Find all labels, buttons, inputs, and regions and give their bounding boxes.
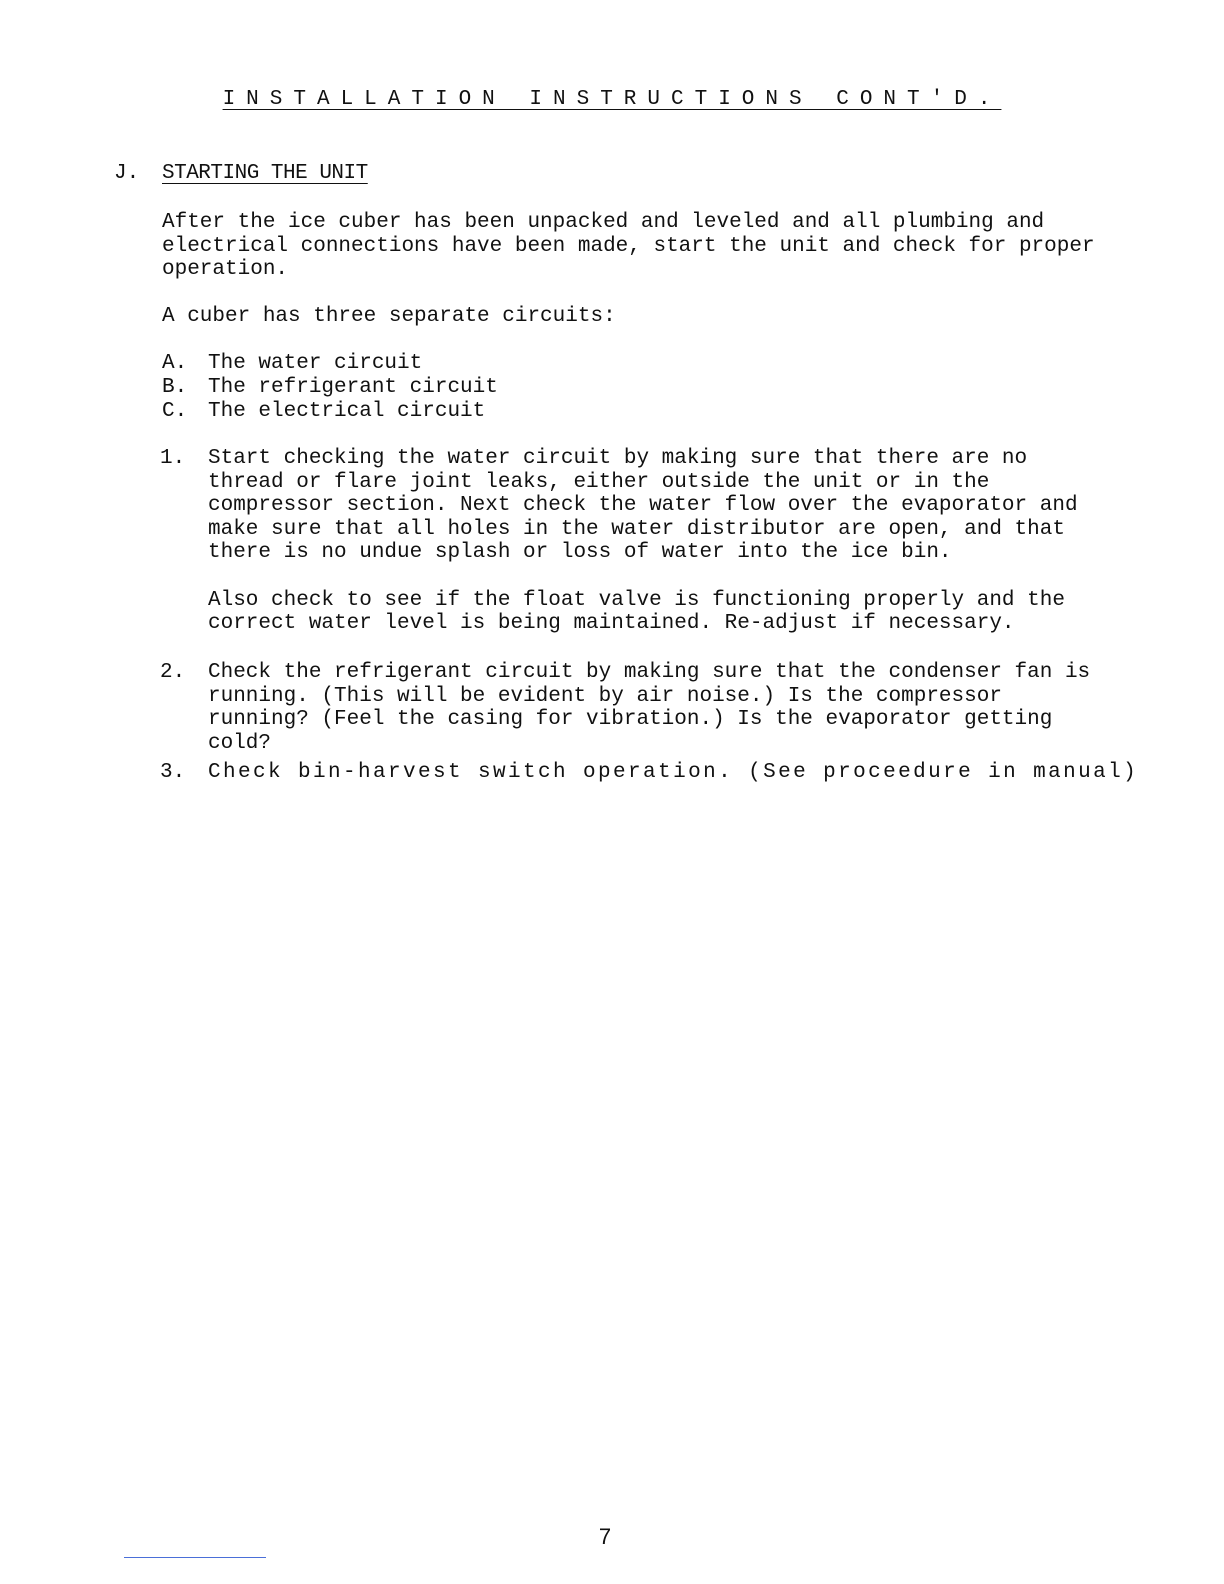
- page-number: 7: [598, 1524, 612, 1549]
- circuit-label: The electrical circuit: [208, 400, 486, 423]
- circuit-marker: B.: [162, 376, 188, 399]
- section-letter: J.: [114, 162, 140, 185]
- circuits-lead-paragraph: A cuber has three separate circuits:: [162, 305, 616, 328]
- circuit-label: The refrigerant circuit: [208, 376, 498, 399]
- circuit-label: The water circuit: [208, 352, 423, 375]
- circuit-marker: A.: [162, 352, 188, 375]
- page-header-title-text: INSTALLATION INSTRUCTIONS CONT'D.: [222, 88, 1002, 111]
- page-header-title: [0, 88, 1224, 111]
- step-paragraph: Also check to see if the float valve is functioning properly and the correct water level is being maintained. Re-adjust if necessary.: [208, 588, 1065, 635]
- step-number: 1.: [160, 447, 186, 470]
- step-body: [208, 447, 1098, 636]
- step-paragraph: Start checking the water circuit by making sure that there are no thread or flare joint leaks, either outside the unit or in the compressor section. Next check the water flow over the evaporator and make sure that all holes in the water distributor are open, and that there is no undue splash or loss of water into the ice bin.: [208, 447, 1078, 564]
- section-title: STARTING THE UNIT: [162, 162, 368, 185]
- circuit-item-water: [162, 352, 422, 376]
- step-paragraph: Check bin-harvest switch operation. (See proceedure in manual): [208, 761, 1139, 784]
- step-body: [208, 761, 1139, 785]
- footnote-rule: [124, 1557, 266, 1558]
- circuit-item-electrical: [162, 400, 485, 424]
- step-body: [208, 661, 1098, 755]
- step-number: 2.: [160, 661, 186, 684]
- step-number: 3.: [160, 761, 186, 784]
- circuit-marker: C.: [162, 400, 188, 423]
- step-paragraph: Check the refrigerant circuit by making sure that the condenser fan is running. (This will be evident by air noise.) Is the compressor running? (Feel the casing for vibration.) Is the evaporator getting cold?: [208, 661, 1091, 755]
- circuit-item-refrigerant: [162, 376, 498, 400]
- intro-paragraph: After the ice cuber has been unpacked and leveled and all plumbing and electrical connections have been made, start the unit and check for proper operation.: [162, 211, 1095, 281]
